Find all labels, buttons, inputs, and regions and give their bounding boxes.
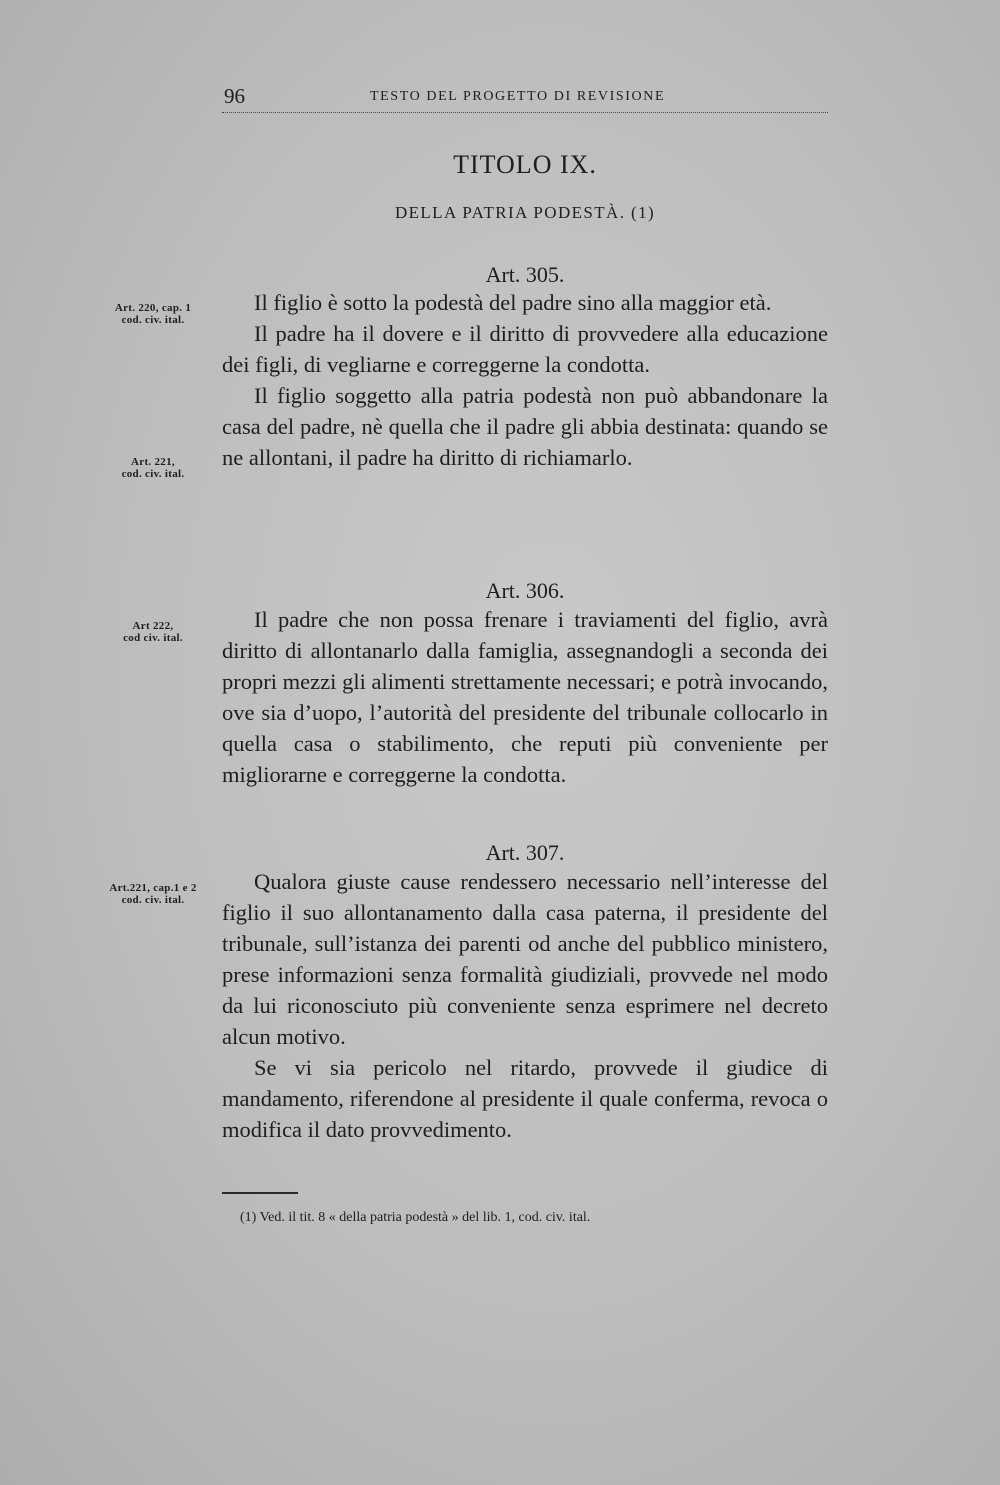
margin-note-3: [86, 620, 220, 644]
footnote: (1) Ved. il tit. 8 « della patria podestà » del lib. 1, cod. civ. ital.: [240, 1210, 591, 1225]
section-title: TITOLO IX.: [453, 150, 597, 179]
section-subtitle: DELLA PATRIA PODESTÀ. (1): [394, 203, 656, 222]
header-rule: [222, 112, 828, 113]
article-305-paragraph-1: Il figlio è sotto la podestà del padre sino alla maggior età.: [254, 290, 772, 315]
article-305-paragraph-2: Il padre ha il dovere e il diritto di provvedere alla educazione dei figli, di vegliarne e correggerne la condotta.: [222, 321, 828, 377]
article-306-heading: Art. 306.: [485, 578, 565, 603]
margin-note-3-line1: Art 222,: [132, 620, 174, 632]
margin-note-4-line1: Art.221, cap.1 e 2: [109, 882, 197, 894]
article-307-body: [222, 866, 828, 1145]
margin-note-1-line1: Art. 220, cap. 1: [114, 302, 192, 314]
margin-note-2-line1: Art. 221,: [131, 456, 175, 468]
margin-note-1-line2: cod. civ. ital.: [121, 314, 185, 326]
article-306-paragraph-1: Il padre che non possa frenare i traviamenti del figlio, avrà diritto di allontanarlo dalla famiglia, assegnandogli a seconda dei propri mezzi gli alimenti strettamente necessari; e potrà invocando, ove sia d’uopo, l’autorità del presidente del tribunale collocarlo in quella casa o stabilimento, che reputi più conveniente per migliorarne e correggerne la condotta.: [222, 607, 828, 787]
article-306-body: [222, 604, 828, 790]
running-header: [222, 84, 828, 106]
margin-note-2: [86, 456, 220, 480]
footnote-rule: [222, 1192, 298, 1194]
article-307-paragraph-1: Qualora giuste cause rendessero necessario nell’interesse del figlio il suo allontanamento dalla casa paterna, il presidente del tribunale, sull’istanza dei parenti od anche del pubblico ministero, prese informazioni senza formalità giudiziali, provvede nel modo da lui riconosciuto più conveniente senza esprimere nel decreto alcun motivo.: [222, 869, 828, 1049]
article-307-heading: Art. 307.: [485, 840, 565, 865]
margin-note-4: [86, 882, 220, 906]
margin-note-2-line2: cod. civ. ital.: [121, 468, 185, 480]
article-305-paragraph-3: Il figlio soggetto alla patria podestà non può abbandonare la casa del padre, nè quella che il padre gli abbia destinata: quando se ne allontani, il padre ha diritto di richiamarlo.: [222, 383, 828, 470]
running-title: TESTO DEL PROGETTO DI REVISIONE: [370, 89, 666, 104]
article-305-body: [222, 287, 828, 473]
margin-note-4-line2: cod. civ. ital.: [121, 894, 185, 906]
article-305-heading: Art. 305.: [485, 262, 565, 287]
page-number: 96: [224, 84, 245, 108]
article-307-paragraph-2: Se vi sia pericolo nel ritardo, provvede il giudice di mandamento, riferendone al presidente il quale conferma, revoca o modifica il dato provvedimento.: [222, 1055, 828, 1142]
margin-note-1: [86, 302, 220, 326]
margin-note-3-line2: cod civ. ital.: [123, 632, 183, 644]
